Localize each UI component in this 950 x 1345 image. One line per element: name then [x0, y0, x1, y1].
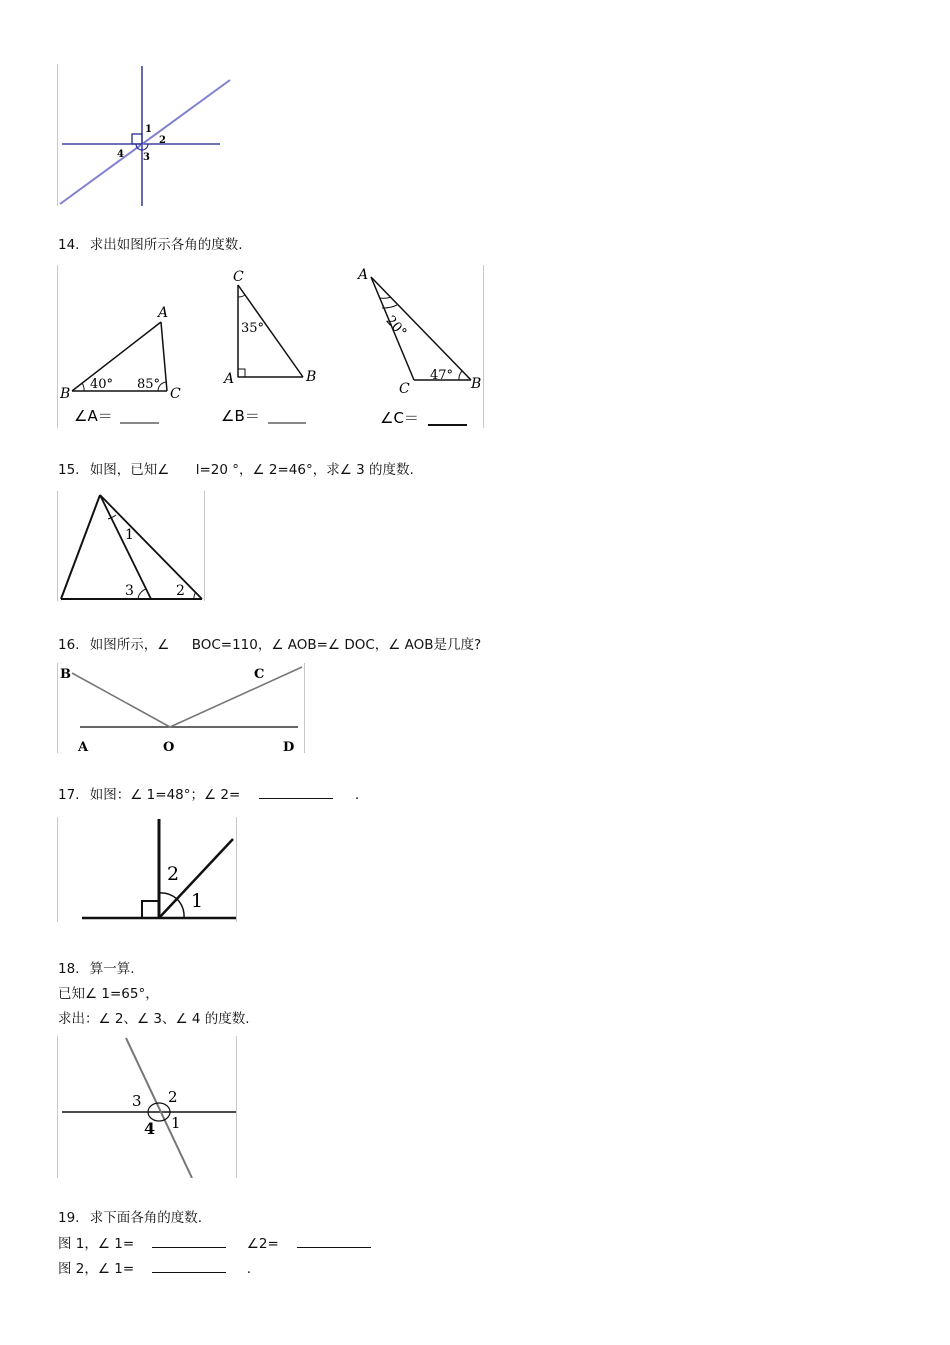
tri1-vertex-c: C	[170, 386, 181, 402]
question-19	[58, 1209, 202, 1227]
question-14	[58, 236, 243, 254]
q18-label-3: 3	[132, 1092, 142, 1110]
question-15	[58, 461, 414, 479]
tri2-vertex-c: C	[233, 269, 244, 285]
q17-label-2: 2	[167, 863, 180, 885]
tri3-vertex-b: B	[471, 376, 482, 392]
q16-text: BOC=110，∠ AOB=∠ DOC，∠ AOB是几度?	[191, 637, 482, 653]
tri3-vertex-c: C	[399, 381, 410, 397]
tri1-vertex-a: A	[158, 305, 169, 321]
tri1-answer: ∠A＝	[74, 407, 113, 425]
figure-q15-diagram	[58, 491, 204, 601]
q17-number: 17.	[58, 787, 80, 803]
q16-label-a: A	[78, 740, 89, 753]
question-17	[58, 786, 359, 804]
q18-label-1: 1	[171, 1114, 181, 1132]
q18-label-2: 2	[168, 1088, 178, 1106]
figure-q17-diagram	[58, 817, 236, 922]
right-angle-mark	[132, 134, 142, 144]
q16-label-o: O	[163, 740, 175, 753]
q15-prefix: 如图，已知∠	[89, 462, 170, 478]
q18-ask: 求出：∠ 2、∠ 3、∠ 4 的度数.	[58, 1011, 250, 1027]
triangle-1	[59, 305, 181, 425]
tri2-angle-c: 35°	[241, 321, 265, 336]
q19-line-2	[58, 1260, 251, 1278]
figure-q14	[57, 265, 484, 428]
q16-prefix: 如图所示，∠	[89, 637, 170, 653]
label-1: 1	[145, 124, 152, 135]
figure-q18-diagram	[58, 1036, 236, 1178]
tri1-angle-b: 40°	[90, 377, 114, 392]
label-3: 3	[143, 152, 150, 163]
figure-q18	[57, 1036, 237, 1178]
triangle-3	[356, 267, 481, 427]
q15-text: l=20 °，∠ 2=46°，求∠ 3 的度数.	[195, 462, 414, 478]
figure-q16-diagram	[58, 663, 304, 753]
q19-fig1-angle2-blank	[297, 1235, 371, 1248]
q16-number: 16.	[58, 637, 80, 653]
q16-label-c: C	[254, 667, 265, 682]
q19-line2-prefix: 图 2，∠ 1=	[58, 1261, 135, 1277]
q19-number: 19.	[58, 1210, 80, 1226]
figure-q15	[57, 491, 205, 601]
q17-text: 如图：∠ 1=48°；∠ 2=	[89, 787, 241, 803]
tri1-angle-c: 85°	[137, 377, 161, 392]
label-2: 2	[159, 135, 166, 146]
question-18	[58, 960, 135, 978]
q17-answer-blank	[259, 786, 333, 799]
figure-q14-diagram	[58, 265, 483, 428]
figure-q16	[57, 663, 305, 753]
q18-number: 18.	[58, 961, 80, 977]
q15-label-2: 2	[176, 583, 185, 599]
q14-number: 14.	[58, 237, 80, 253]
figure-q17	[57, 817, 237, 922]
tri3-answer: ∠C＝	[380, 409, 419, 427]
tri2-vertex-a: A	[224, 371, 235, 387]
q19-line1-mid: ∠2=	[246, 1236, 279, 1252]
q14-text: 求出如图所示各角的度数.	[89, 237, 243, 253]
label-4: 4	[117, 149, 124, 160]
question-16	[58, 636, 481, 654]
q16-label-d: D	[283, 740, 295, 753]
q19-fig2-angle1-blank	[152, 1260, 226, 1273]
tri2-answer: ∠B＝	[221, 407, 260, 425]
q17-end: .	[354, 787, 360, 803]
triangle-2	[221, 269, 316, 425]
q19-line1-prefix: 图 1，∠ 1=	[58, 1236, 135, 1252]
q19-line2-end: .	[246, 1261, 252, 1277]
q15-label-1: 1	[125, 527, 134, 543]
q17-label-1: 1	[191, 890, 204, 912]
tri2-vertex-b: B	[306, 369, 317, 385]
figure-q13	[57, 64, 232, 206]
q19-text: 求下面各角的度数.	[89, 1210, 203, 1226]
q18-given: 已知∠ 1=65°，	[58, 986, 159, 1002]
figure-q13-diagram	[58, 64, 232, 206]
q16-label-b: B	[60, 667, 71, 682]
oblique-line	[60, 80, 230, 204]
q15-number: 15.	[58, 462, 80, 478]
tri3-angle-a: 20°	[382, 313, 410, 341]
q19-fig1-angle1-blank	[152, 1235, 226, 1248]
q15-label-3: 3	[125, 583, 134, 599]
tri1-vertex-b: B	[60, 386, 71, 402]
q18-label-4: 4	[144, 1119, 156, 1138]
q18-text: 算一算.	[89, 961, 135, 977]
tri3-angle-b: 47°	[430, 368, 454, 383]
q19-line-1	[58, 1235, 371, 1253]
tri3-vertex-a: A	[358, 267, 369, 283]
